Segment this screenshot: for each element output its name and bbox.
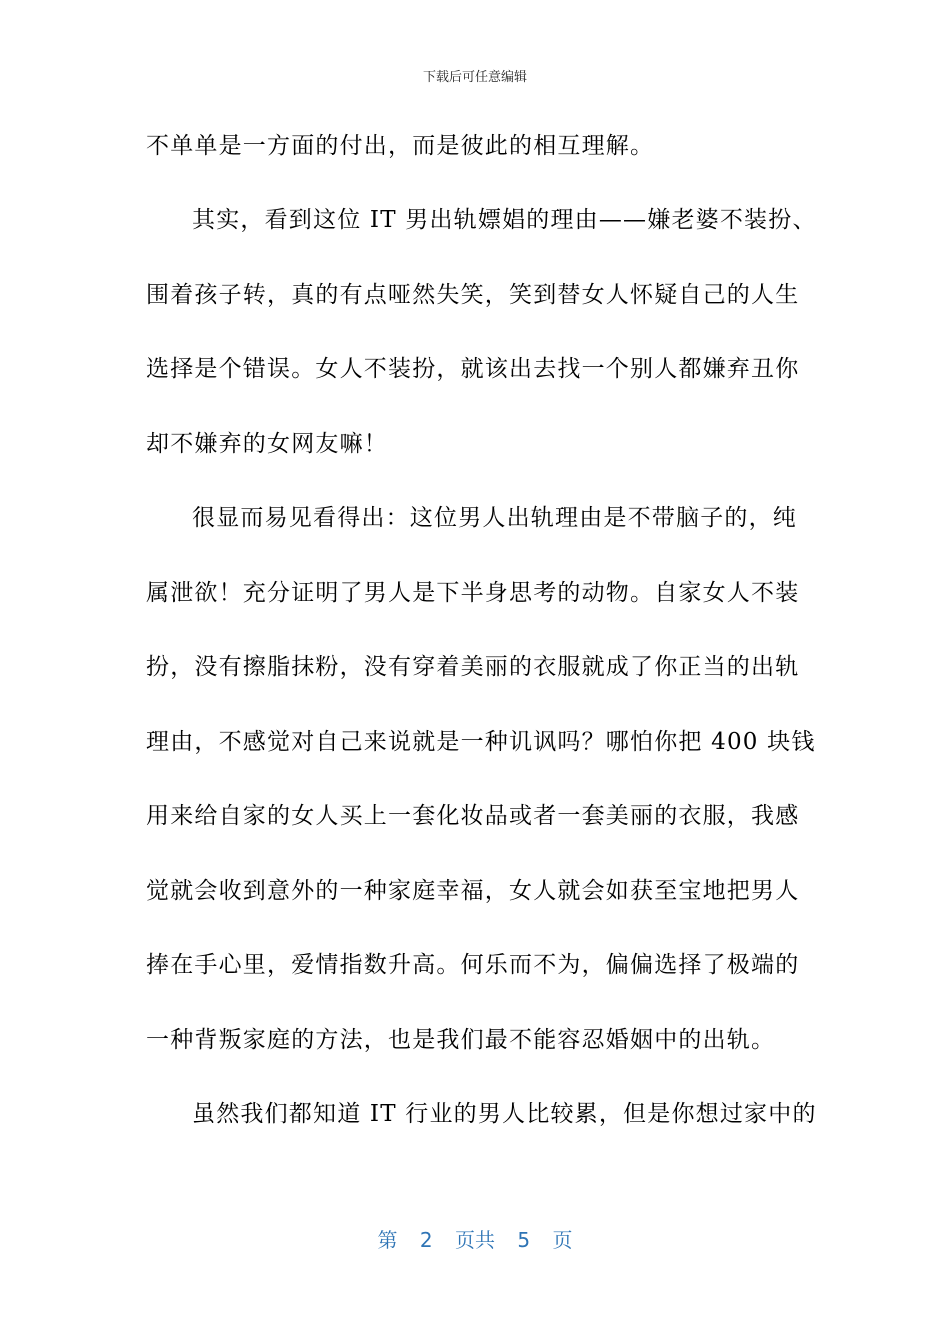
text-line: 选择是个错误。女人不装扮，就该出去找一个别人都嫌弃丑你: [146, 356, 800, 382]
text-line: 一种背叛家庭的方法，也是我们最不能容忍婚姻中的出轨。: [146, 1027, 776, 1053]
page-number: 2: [419, 1228, 433, 1252]
text-line: 其实，看到这位 IT 男出轨嫖娼的理由——嫌老婆不装扮、: [192, 207, 817, 233]
text-line: 用来给自家的女人买上一套化妆品或者一套美丽的衣服，我感: [146, 803, 800, 829]
text-line: 理由，不感觉对自己来说就是一种讥讽吗？哪怕你把 400 块钱: [146, 729, 816, 755]
text-line: 不单单是一方面的付出，而是彼此的相互理解。: [146, 133, 655, 159]
page-total: 5: [517, 1228, 531, 1252]
page-footer: [0, 1224, 950, 1253]
text-line: 围着孩子转，真的有点哑然失笑，笑到替女人怀疑自己的人生: [146, 282, 800, 308]
text-line: 很显而易见看得出：这位男人出轨理由是不带脑子的，纯: [192, 505, 797, 531]
text-line: 虽然我们都知道 IT 行业的男人比较累，但是你想过家中的: [192, 1101, 817, 1127]
page-label-post: 页: [552, 1228, 573, 1252]
text-line: 扮，没有擦脂抹粉，没有穿着美丽的衣服就成了你正当的出轨: [146, 654, 800, 680]
page-label-mid: 页共: [455, 1228, 495, 1252]
text-line: 却不嫌弃的女网友嘛！: [146, 431, 388, 457]
text-line: 觉就会收到意外的一种家庭幸福，女人就会如获至宝地把男人: [146, 878, 800, 904]
text-line: 属泄欲！充分证明了男人是下半身思考的动物。自家女人不装: [146, 580, 800, 606]
header-note: 下载后可任意编辑: [422, 70, 527, 85]
text-line: 捧在手心里，爱情指数升高。何乐而不为，偏偏选择了极端的: [146, 952, 800, 978]
page-label-pre: 第: [377, 1228, 398, 1252]
